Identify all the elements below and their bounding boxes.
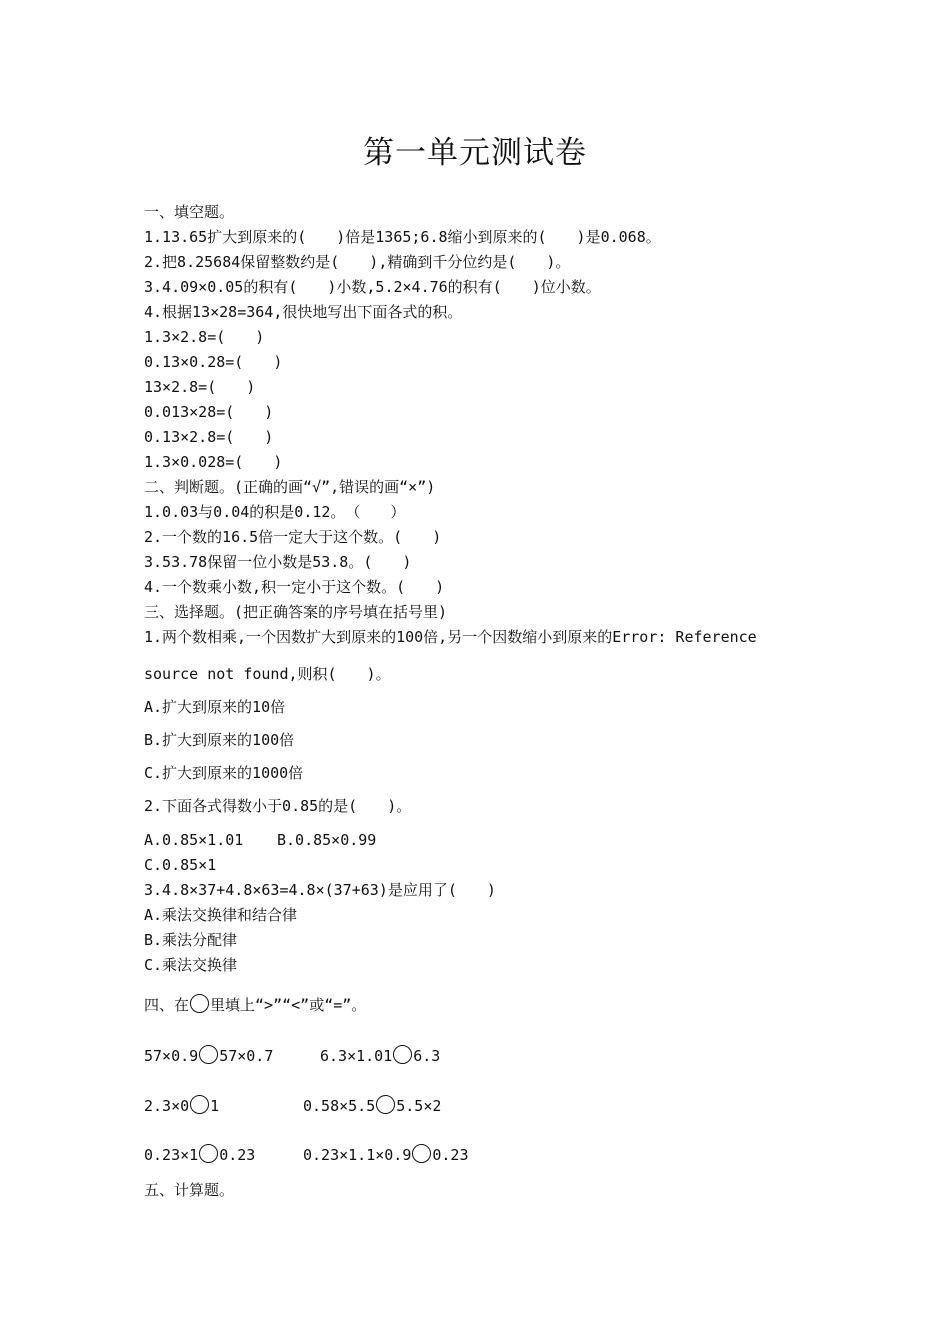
- choice-option: C.乘法交换律: [144, 956, 238, 974]
- compare-left: 2.3×0: [144, 1097, 190, 1115]
- choice-option: A.乘法交换律和结合律: [144, 906, 298, 924]
- choice-question-1-line-1: 1.两个数相乘,一个因数扩大到原来的100倍,另一个因数缩小到原来的Error: Reference: [144, 628, 757, 646]
- choice-question-2: 2.下面各式得数小于0.85的是( )。: [144, 797, 412, 815]
- circle-icon[interactable]: [393, 1045, 412, 1064]
- choice-option-c: C.0.85×1: [144, 856, 217, 874]
- compare-left: 57×0.9: [144, 1047, 199, 1065]
- circle-icon: [190, 994, 209, 1013]
- compare-item: [320, 1045, 440, 1066]
- circle-icon[interactable]: [199, 1045, 218, 1064]
- circle-icon[interactable]: [190, 1095, 209, 1114]
- section-2-heading: 二、判断题。(正确的画“√”,错误的画“×”): [144, 478, 436, 496]
- question-1-3: 3.4.09×0.05的积有( )小数,5.2×4.76的积有( )位小数。: [144, 278, 601, 296]
- choice-option-a: A.0.85×1.01: [144, 831, 244, 849]
- compare-left: 6.3×1.01: [320, 1047, 393, 1065]
- compare-right: 5.5×2: [396, 1097, 442, 1115]
- circle-icon[interactable]: [199, 1144, 218, 1163]
- question-1-2: 2.把8.25684保留整数约是( ),精确到千分位约是( )。: [144, 253, 571, 271]
- question-1-4: 4.根据13×28=364,很快地写出下面各式的积。: [144, 303, 463, 321]
- list-item: 0.13×2.8=( ): [144, 428, 274, 446]
- compare-left: 0.58×5.5: [303, 1097, 376, 1115]
- compare-item: [144, 1045, 273, 1066]
- judge-item: 4.一个数乘小数,积一定小于这个数。( ): [144, 578, 445, 596]
- judge-item: 2.一个数的16.5倍一定大于这个数。( ): [144, 528, 442, 546]
- compare-right: 1: [210, 1097, 220, 1115]
- compare-item: [144, 1095, 219, 1116]
- compare-item: [303, 1144, 469, 1165]
- judge-item: 1.0.03与0.04的积是0.12。 （ ）: [144, 503, 406, 521]
- section-5-heading: 五、计算题。: [144, 1181, 235, 1199]
- compare-right: 6.3: [413, 1047, 441, 1065]
- compare-item: [144, 1144, 255, 1165]
- compare-right: 57×0.7: [219, 1047, 274, 1065]
- list-item: 13×2.8=( ): [144, 378, 256, 396]
- question-1-1: 1.13.65扩大到原来的( )倍是1365;6.8缩小到原来的( )是0.068。: [144, 228, 661, 246]
- heading-pre: 四、在: [144, 996, 190, 1014]
- list-item: 0.013×28=( ): [144, 403, 274, 421]
- choice-option-b: B.0.85×0.99: [277, 831, 377, 849]
- section-4-heading: [144, 994, 366, 1015]
- heading-post: 里填上“>”“<”或“=”。: [210, 996, 367, 1014]
- section-1-heading: 一、填空题。: [144, 203, 235, 221]
- list-item: 0.13×0.28=( ): [144, 353, 283, 371]
- list-item: 1.3×0.028=( ): [144, 453, 283, 471]
- compare-item: [303, 1095, 441, 1116]
- list-item: 1.3×2.8=( ): [144, 328, 265, 346]
- compare-left: 0.23×1.1×0.9: [303, 1146, 412, 1164]
- choice-question-3: 3.4.8×37+4.8×63=4.8×(37+63)是应用了( ): [144, 881, 496, 899]
- circle-icon[interactable]: [376, 1095, 395, 1114]
- page-title: 第一单元测试卷: [363, 135, 587, 171]
- section-3-heading: 三、选择题。(把正确答案的序号填在括号里): [144, 603, 448, 621]
- compare-right: 0.23: [432, 1146, 469, 1164]
- compare-left: 0.23×1: [144, 1146, 199, 1164]
- compare-right: 0.23: [219, 1146, 256, 1164]
- choice-question-1-line-2: source not found,则积( )。: [144, 665, 391, 683]
- choice-option: B.乘法分配律: [144, 931, 238, 949]
- circle-icon[interactable]: [412, 1144, 431, 1163]
- choice-option: A.扩大到原来的10倍: [144, 698, 286, 716]
- judge-item: 3.53.78保留一位小数是53.8。( ): [144, 553, 412, 571]
- choice-option: B.扩大到原来的100倍: [144, 731, 295, 749]
- choice-option: C.扩大到原来的1000倍: [144, 764, 304, 782]
